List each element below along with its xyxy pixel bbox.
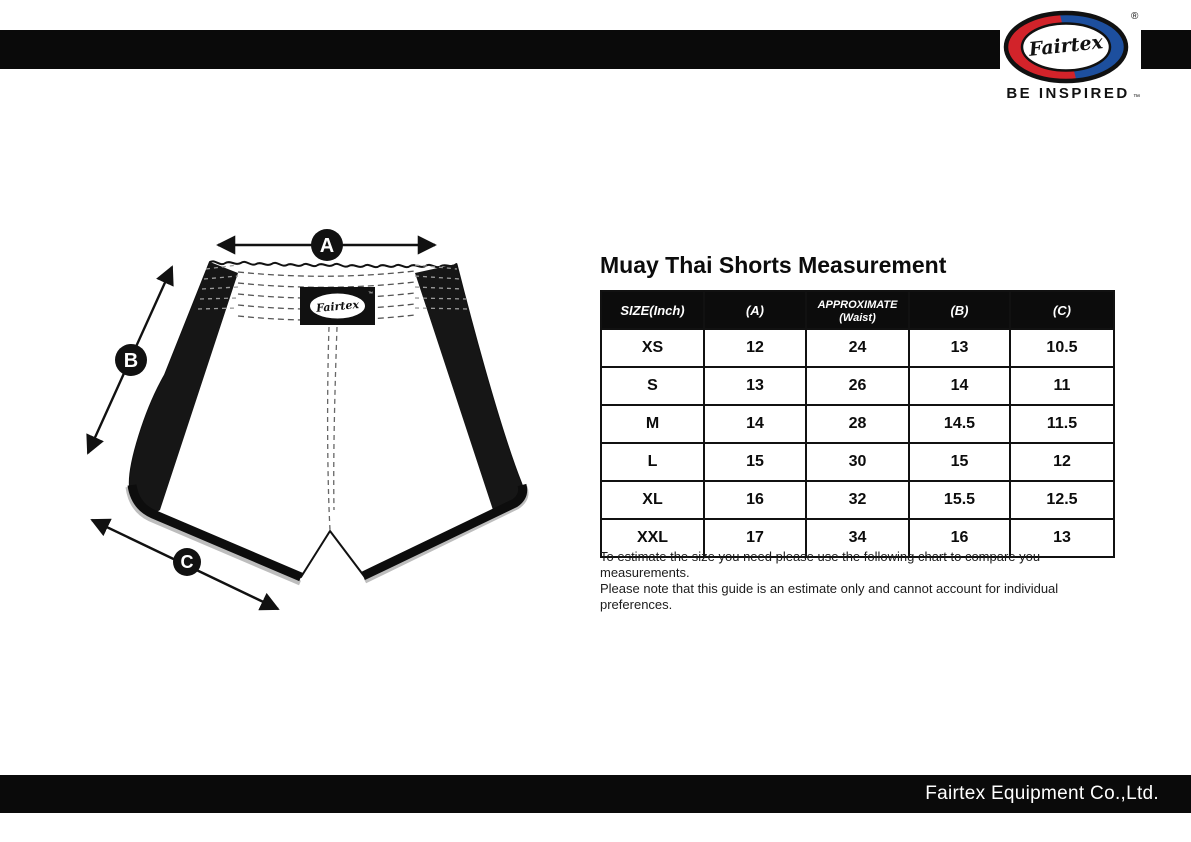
cell-size: XS xyxy=(601,329,704,367)
cell-size: XXL xyxy=(601,519,704,557)
tagline xyxy=(1006,85,1140,102)
cell-b: 16 xyxy=(909,519,1010,557)
waistband-logo-patch xyxy=(300,287,375,325)
cell-a: 13 xyxy=(704,367,806,405)
cell-waist: 30 xyxy=(806,443,909,481)
cell-size: XL xyxy=(601,481,704,519)
table-row xyxy=(601,443,1114,481)
label-a: A xyxy=(319,235,335,257)
cell-c: 12.5 xyxy=(1010,481,1114,519)
cell-size: S xyxy=(601,367,704,405)
cell-c: 10.5 xyxy=(1010,329,1114,367)
registered-mark: ® xyxy=(1131,11,1139,22)
cell-waist: 32 xyxy=(806,481,909,519)
shorts-measurement-diagram xyxy=(80,215,550,625)
note-line-2: Please note that this guide is an estimate only and cannot account for individual preferences. xyxy=(600,581,1059,612)
col-header-size: SIZE(Inch) xyxy=(601,291,704,329)
cell-waist: 26 xyxy=(806,367,909,405)
cell-waist: 24 xyxy=(806,329,909,367)
table-row xyxy=(601,329,1114,367)
patch-tm: ™ xyxy=(368,291,373,297)
cell-a: 12 xyxy=(704,329,806,367)
cell-size: M xyxy=(601,405,704,443)
cell-c: 11.5 xyxy=(1010,405,1114,443)
col-header-waist: APPROXIMATE (Waist) xyxy=(806,291,909,329)
size-table xyxy=(600,290,1115,558)
cell-b: 14.5 xyxy=(909,405,1010,443)
cell-b: 15.5 xyxy=(909,481,1010,519)
sizing-note xyxy=(600,549,1125,613)
col-header-c: (C) xyxy=(1010,291,1114,329)
page-title: Muay Thai Shorts Measurement xyxy=(600,252,947,278)
cell-a: 14 xyxy=(704,405,806,443)
label-b: B xyxy=(123,350,139,372)
cell-b: 15 xyxy=(909,443,1010,481)
cell-c: 11 xyxy=(1010,367,1114,405)
table-header-row xyxy=(601,291,1114,329)
cell-c: 13 xyxy=(1010,519,1114,557)
fairtex-oval-icon xyxy=(1006,13,1126,81)
cell-b: 14 xyxy=(909,367,1010,405)
col-header-a: (A) xyxy=(704,291,806,329)
cell-waist: 34 xyxy=(806,519,909,557)
col-header-b: (B) xyxy=(909,291,1010,329)
note-line-1: To estimate the size you need please use the following chart to compare you measurements. xyxy=(600,549,1041,580)
footer-bar xyxy=(0,775,1191,813)
cell-a: 17 xyxy=(704,519,806,557)
tagline-text: BE INSPIRED xyxy=(1006,85,1130,102)
fairtex-logo xyxy=(995,3,1170,108)
label-c: C xyxy=(180,552,194,572)
table-row xyxy=(601,367,1114,405)
cell-a: 15 xyxy=(704,443,806,481)
company-name: Fairtex Equipment Co.,Ltd. xyxy=(925,783,1159,804)
table-row xyxy=(601,481,1114,519)
cell-waist: 28 xyxy=(806,405,909,443)
tagline-tm: ™ xyxy=(1133,94,1140,101)
cell-size: L xyxy=(601,443,704,481)
cell-b: 13 xyxy=(909,329,1010,367)
patch-script-text: Fairtex xyxy=(315,298,360,315)
cell-a: 16 xyxy=(704,481,806,519)
logo-script-text: Fairtex xyxy=(1027,31,1104,61)
table-row xyxy=(601,405,1114,443)
cell-c: 12 xyxy=(1010,443,1114,481)
